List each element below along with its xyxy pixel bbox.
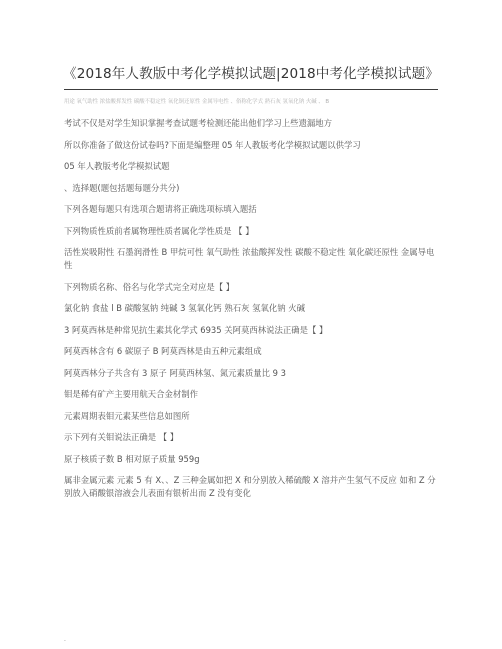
document-body (64, 117, 442, 509)
paragraph: 下列物质名称、俗名与化学式完全对应是【 】 (64, 281, 235, 292)
paragraph: 属非金属元素 元素 5 有 X、、Z 三种金属如把 X 和分别放入稀硫酸 X 溶并产生氢气不反应 如和 Z 分别放入硝酸银溶液会儿表面有银析出而 Z 没有变化 (64, 475, 436, 498)
paragraph: 所以你准备了做这份试卷吗?下面是编整理 05 年人教版考化学模拟试题以供学习 (64, 139, 361, 150)
footer-mark: . (64, 636, 66, 643)
paragraph: 原子核质子数 B 相对原子质量 959g (64, 453, 200, 464)
paragraph: 05 年人教版考化学模拟试题 (64, 161, 170, 171)
keyword-line: 用途 氧气助性 浓盐酸挥发性 碳酸不稳定性 氧化铜还原性 金属导电性 、俗称化学式 熟石灰 氢氧化钠 火碱 、 B (64, 99, 330, 105)
document-title: 《2018年人教版中考化学模拟试题|2018中考化学模拟试题》 (63, 66, 439, 82)
paragraph: 、选择题(题包括题每题分共分) (64, 182, 180, 193)
paragraph: 下列各题每题只有选项合题请将正确选项标填入题括 (64, 204, 257, 214)
paragraph: 阿莫西林分子共含有 3 原子 阿莫西林氢、氮元素质量比 9 3 (64, 367, 286, 378)
paragraph: 示下列有关钼说法正确是 【 】 (64, 432, 179, 442)
paragraph: 阿莫西林含有 6 碳原子 B 阿莫西林是由五种元素组成 (64, 346, 262, 356)
paragraph: 考试不仅是对学生知识掌握考查试题考检测还能出他们学习上些遗漏地方 (64, 118, 332, 128)
paragraph: 钼是稀有矿产主要用航天合金材制作 (64, 389, 198, 399)
paragraph: 氯化钠 食盐 l B 碳酸氢钠 纯碱 3 氢氧化钙 熟石灰 氢氧化钠 火碱 (64, 303, 306, 313)
paragraph: 3 阿莫西林是种常见抗生素其化学式 6935 关阿莫西林说法正确是【 】 (64, 324, 328, 335)
paragraph: 下列物质性质前者属物理性质者属化学性质是 【 】 (64, 225, 254, 236)
title-divider (64, 89, 438, 90)
paragraph: 元素周期表钼元素某些信息如图所 (64, 410, 190, 421)
paragraph: 活性炭吸附性 石墨润滑性 B 甲烷可性 氧气助性 浓盐酸挥发性 碳酸不稳定性 氧化碳还原性 金属导电性 (64, 247, 435, 270)
